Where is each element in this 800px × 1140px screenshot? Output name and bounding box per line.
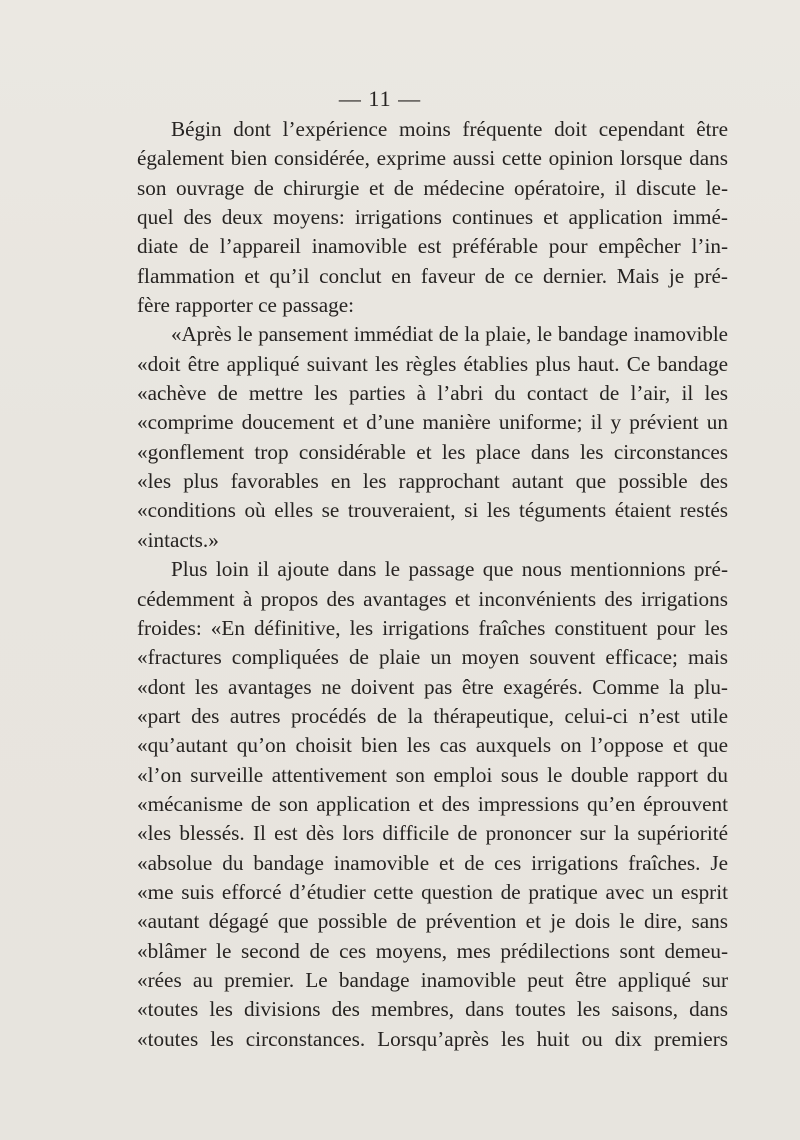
quote-line: «rées au premier. Le bandage inamovible peut être appliqué sur — [137, 967, 728, 992]
quote-line: «les blessés. Il est dès lors difficile de prononcer sur la supériorité — [137, 821, 728, 846]
quote-line: «fractures compliquées de plaie un moyen souvent efficace; mais — [137, 645, 728, 670]
quote-line: «dont les avantages ne doivent pas être exagérés. Comme la plu- — [137, 674, 728, 699]
text-line: Plus loin il ajoute dans le passage que nous mentionnions pré- — [171, 557, 728, 582]
quote-line: «part des autres procédés de la thérapeutique, celui-ci n’est utile — [137, 703, 728, 728]
quote-line: «absolue du bandage inamovible et de ces irrigations fraîches. Je — [137, 850, 728, 875]
text-line: fère rapporter ce passage: — [137, 293, 355, 318]
quote-line: «gonflement trop considérable et les place dans les circonstances — [137, 439, 728, 464]
quote-line: «achève de mettre les parties à l’abri du contact de l’air, il les — [137, 381, 728, 406]
quote-line: «blâmer le second de ces moyens, mes prédilections sont demeu- — [137, 938, 728, 963]
quote-line: «doit être appliqué suivant les règles établies plus haut. Ce bandage — [137, 351, 728, 376]
quote-line: «mécanisme de son application et des impressions qu’en éprouvent — [137, 791, 728, 816]
text-line: cédemment à propos des avantages et inconvénients des irrigations — [137, 586, 728, 611]
quote-line: «intacts.» — [137, 527, 219, 552]
quote-line: «les plus favorables en les rapprochant autant que possible des — [137, 469, 728, 494]
text-line: Bégin dont l’expérience moins fréquente doit cependant être — [171, 117, 728, 141]
quote-line: «comprime doucement et d’une manière uniforme; il y prévient un — [137, 410, 728, 435]
text-line: flammation et qu’il conclut en faveur de ce dernier. Mais je pré- — [137, 263, 728, 288]
page-number: — 11 — — [338, 86, 422, 111]
quote-line: «me suis efforcé d’étudier cette question de pratique avec un esprit — [137, 879, 728, 904]
text-line: son ouvrage de chirurgie et de médecine opératoire, il discute le- — [137, 175, 728, 200]
text-line: diate de l’appareil inamovible est préférable pour empêcher l’in- — [137, 234, 728, 259]
text-line: froides: «En définitive, les irrigations fraîches constituent pour les — [137, 615, 728, 640]
quote-line: «autant dégagé que possible de prévention et je dois le dire, sans — [137, 909, 728, 934]
text-line: quel des deux moyens: irrigations continues et application immé- — [137, 205, 728, 230]
quote-line: «qu’autant qu’on choisit bien les cas auxquels on l’oppose et que — [137, 733, 728, 758]
quote-line: «toutes les circonstances. Lorsqu’après les huit ou dix premiers — [137, 1026, 728, 1051]
quote-line: «Après le pansement immédiat de la plaie, le bandage inamovible — [171, 322, 728, 347]
quote-line: «conditions où elles se trouveraient, si les téguments étaient restés — [137, 498, 728, 523]
body-text — [137, 115, 728, 1054]
quote-line: «toutes les divisions des membres, dans toutes les saisons, dans — [137, 997, 728, 1022]
quote-line: «l’on surveille attentivement son emploi sous le double rapport du — [137, 762, 728, 787]
text-line: également bien considérée, exprime aussi cette opinion lorsque dans — [137, 146, 728, 171]
